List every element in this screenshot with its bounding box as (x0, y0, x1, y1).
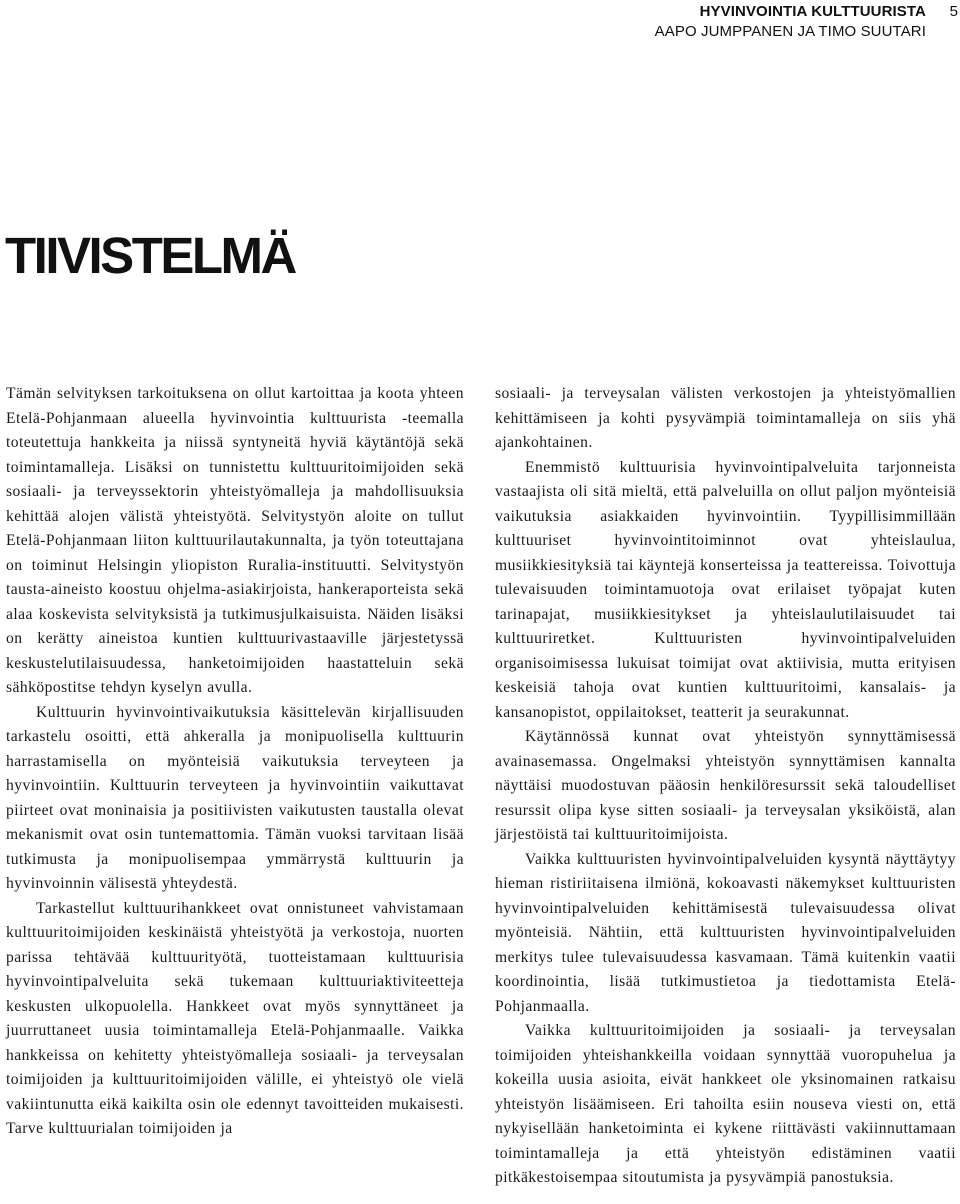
paragraph: Enemmistö kulttuurisia hyvinvointipalveluita tarjonneista vastaajista oli sitä mieltä, että palveluilla on ollut paljon myönteisiä vaikutuksia asiakkaiden hyvinvointiin. Tyypillisimmillään kulttuuriset hyvinvointitoiminnot ovat yhteislaulua, musiikkiesityksiä tai käyntejä konserteissa ja teattereissa. Toivottuja tulevaisuuden toimintamuotoja ovat erilaiset työpajat kuten tarinapajat, musiikkiesitykset ja yhteislaulutilaisuudet tai kulttuuriretket. Kulttuuristen hyvinvointipalveluiden organisoimisessa lukuisat toimijat ovat aktiivisia, mutta erityisen keskeisiä tahoja ovat kuntien kulttuuritoimi, kansalais- ja kansanopistot, oppilaitokset, teatterit ja seurakunnat. (495, 458, 956, 721)
paragraph: Tämän selvityksen tarkoituksena on ollut kartoittaa ja koota yhteen Etelä-Pohjanmaan alueella hyvinvointia kulttuurista -teemalla toteutettuja hankkeita ja niissä syntyneitä hyviä käytäntöjä sekä toimintamalleja. Lisäksi on tunnistettu kulttuuritoimijoiden sekä sosiaali- ja terveyssektorin yhteistyömalleja ja mahdollisuuksia kehittää alojen välistä yhteistyötä. Selvitystyön aloite on tullut Etelä-Pohjanmaan liiton kulttuurilautakunnalta, ja työn toteuttajana on toiminut Helsingin yliopiston Ruralia-instituutti. Selvitystyön tausta-aineisto koostuu ohjelma-asiakirjoista, hankeraporteista sekä alaa koskevista selvityksistä ja tutkimusjulkaisuista. Näiden lisäksi on kerätty aineistoa kuntien kulttuurivastaaville järjestetyssä keskustelutilaisuudessa, hanketoimijoiden haastatteluin sekä sähköpostitse tehdyn kyselyn avulla. (6, 385, 464, 696)
paragraph: Kulttuurin hyvinvointivaikutuksia käsittelevän kirjallisuuden tarkastelu osoitti, että ahkeralla ja monipuolisella kulttuurin harrastamisella on myönteisiä vaikutuksia terveyteen ja hyvinvointiin. Kulttuurin terveyteen ja hyvinvointiin vaikuttavat piirteet ovat moninaisia ja positiivisten vaikutusten taustalla olevat mekanismit ovat osin tuntemattomia. Tämän vuoksi tarvitaan lisää tutkimusta ja monipuolisempaa ymmärrystä kulttuurin ja hyvinvoinnin välisestä yhteydestä. (6, 703, 464, 892)
page-number: 5 (949, 3, 958, 20)
right-column (495, 382, 956, 1191)
authors-line: AAPO JUMPPANEN JA TIMO SUUTARI (654, 23, 926, 40)
series-title: HYVINVOINTIA KULTTUURISTA (699, 3, 926, 20)
running-header (655, 2, 926, 42)
paragraph: Käytännössä kunnat ovat yhteistyön synnyttämisessä avainasemassa. Ongelmaksi yhteistyön synnyttämisen kannalta näyttäisi muodostuvan pääosin henkilöresurssit sekä taloudelliset resurssit olipa kyse sitten sosiaali- ja terveysalan yksiköistä, alan järjestöistä tai kulttuuritoimijoista. (495, 728, 956, 843)
paragraph: sosiaali- ja terveysalan välisten verkostojen ja yhteistyömallien kehittämiseen ja kohti pysyvämpiä toimintamalleja on siis yhä ajankohtainen. (495, 385, 956, 451)
paragraph: Tarkastellut kulttuurihankkeet ovat onnistuneet vahvistamaan kulttuuritoimijoiden keskinäistä yhteistyötä ja verkostoja, nuorten parissa tehtävää kulttuurityötä, tuotteistamaan kulttuurisia hyvinvointipalveluita sekä tukemaan kulttuuriaktiviteetteja keskusten ulkopuolella. Hankkeet ovat myös synnyttäneet ja juurruttaneet uusia toimintamalleja Etelä-Pohjanmaalle. Vaikka hankkeissa on kehitetty yhteistyömalleja sosiaali- ja terveysalan toimijoiden ja kulttuuritoimijoiden välille, ei yhteistyö ole vielä vakiintunutta eikä kaikilta osin ole edennyt tavoitteiden mukaisesti. Tarve kulttuurialan toimijoiden ja (6, 899, 464, 1137)
left-column (6, 382, 464, 1142)
paragraph: Vaikka kulttuuristen hyvinvointipalveluiden kysyntä näyttäytyy hieman ristiriitaisena ilmiönä, kokoavasti näkemykset kulttuuristen hyvinvointipalveluiden kehittämisestä tulevaisuudessa olivat myönteisiä. Nähtiin, että kulttuuristen hyvinvointipalveluiden merkitys tulee tulevaisuudessa kasvamaan. Tämä kuitenkin vaatii koordinointia, lisää tutkimustietoa ja tiedottamista Etelä-Pohjanmaalla. (495, 850, 956, 1015)
paragraph: Vaikka kulttuuritoimijoiden ja sosiaali- ja terveysalan toimijoiden yhteishankkeilla voidaan synnyttää vuoropuhelua ja kokeilla uusia asioita, eivät hankkeet ole yksinomainen ratkaisu yhteistyön lisäämiseen. Eri tahoilta esiin nouseva viesti on, että nykyisellään hanketoiminta ei kykene riittävästi vakiinnuttamaan toimintamalleja ja että yhteistyön edistäminen vaatii pitkäkestoisempaa sitoutumista ja pysyvämpiä panostuksia. (495, 1022, 956, 1186)
section-title: TIIVISTELMÄ (5, 227, 295, 284)
